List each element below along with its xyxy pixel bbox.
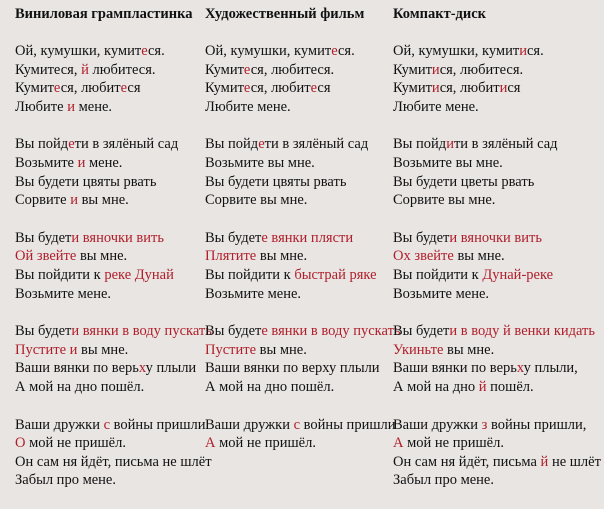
lyric-line <box>393 154 598 173</box>
stanza <box>393 229 598 303</box>
column-compact-disc <box>393 5 601 509</box>
line-text: Ой, кумушки, кумит <box>393 43 520 59</box>
line-text: Забыл про мене. <box>393 472 494 489</box>
stanza <box>15 416 212 490</box>
line-text: Ваши дружки <box>393 416 482 433</box>
lyric-line <box>393 453 601 472</box>
line-text: Сорвите вы мне. <box>205 192 308 209</box>
line-text: ся. <box>338 43 355 59</box>
stanza <box>15 135 200 209</box>
lyric-line <box>15 341 200 360</box>
lyric-line <box>393 322 598 341</box>
variant-highlight: реке Дунай <box>104 266 174 283</box>
lyric-line <box>15 416 206 435</box>
lyric-line <box>205 322 401 341</box>
line-text: Вы будет <box>15 229 72 246</box>
line-text: Он сам ня йдёт, письма не шлёт <box>15 453 212 470</box>
lyric-line <box>15 266 200 285</box>
lyric-line <box>15 98 200 117</box>
lyric-line <box>205 416 396 435</box>
variant-highlight: и <box>499 80 508 97</box>
variant-highlight: е <box>243 80 251 97</box>
lyric-line <box>205 98 390 117</box>
line-text: ся <box>317 80 331 97</box>
line-text: Ваши дружки <box>15 416 104 433</box>
line-text: войны пришли <box>300 416 396 433</box>
line-text: Кумит <box>15 80 54 97</box>
lyric-line <box>393 135 598 154</box>
lyric-line <box>393 247 598 266</box>
stanza <box>205 135 390 209</box>
stanza <box>205 42 390 116</box>
variant-highlight: и <box>519 43 527 59</box>
variant-highlight: й <box>478 378 487 395</box>
variant-highlight: и вянки в воду пускать <box>71 323 212 340</box>
line-text: ти в зялёный сад <box>264 136 369 153</box>
lyric-line <box>15 79 200 98</box>
stanza <box>15 322 212 396</box>
line-text: Вы пойд <box>205 136 259 153</box>
variant-highlight: Ой звейте <box>15 248 77 265</box>
line-text: Кумит <box>205 61 244 78</box>
line-text: Ой, кумушки, кумит <box>205 43 332 59</box>
line-text: Кумит <box>393 80 432 97</box>
line-text: мой не пришёл. <box>25 435 126 452</box>
column-feature-film <box>205 5 401 472</box>
line-text: Кумитеся, <box>15 61 82 78</box>
lyric-line <box>205 61 390 80</box>
lyric-line <box>15 61 200 80</box>
line-text: ся, любит <box>250 80 311 97</box>
line-text: у плыли <box>145 360 197 377</box>
line-text: А мой на дно пошёл. <box>15 378 145 395</box>
line-text: пошёл. <box>486 378 534 395</box>
line-text: Вы будети цветы рвать <box>393 173 535 190</box>
column-vinyl-record <box>15 5 212 509</box>
line-text: А мой на дно <box>393 378 479 395</box>
line-text: Вы пойд <box>393 136 447 153</box>
line-text: Возьмите мене. <box>393 285 490 302</box>
line-text: мене. <box>74 98 113 115</box>
line-text: Вы пойдити к <box>205 266 295 283</box>
lyric-line <box>15 247 200 266</box>
variant-highlight: е <box>331 43 338 59</box>
lyric-line <box>15 42 200 61</box>
variant-highlight: х <box>516 360 524 377</box>
line-text: вы мне. <box>453 248 505 265</box>
line-text: Забыл про мене. <box>15 472 116 489</box>
lyric-line <box>205 229 390 248</box>
line-text: вы мне. <box>77 192 129 209</box>
line-text: Вы пойдити к <box>393 266 483 283</box>
variant-highlight: А <box>393 435 404 452</box>
line-text: Возьмите вы мне. <box>393 154 503 171</box>
variant-highlight: и вяночки вить <box>449 229 542 246</box>
line-text: Любите <box>15 98 68 115</box>
variant-highlight: Пустите и <box>15 341 78 358</box>
variant-highlight: и <box>431 80 440 97</box>
line-text: Вы будет <box>15 323 72 340</box>
lyric-line <box>393 98 598 117</box>
variant-highlight: с <box>293 416 301 433</box>
variant-highlight: й <box>540 453 549 470</box>
line-text: не шлёт <box>548 453 601 470</box>
line-text: вы мне. <box>256 341 307 358</box>
variant-highlight: с <box>103 416 111 433</box>
variant-highlight: е <box>310 80 318 97</box>
variant-highlight: Укиньте <box>393 341 444 358</box>
variant-highlight: А <box>205 435 216 452</box>
line-text: войны пришли <box>110 416 206 433</box>
lyric-line <box>15 154 200 173</box>
lyric-line <box>205 378 390 397</box>
variant-highlight: и вяночки вить <box>71 229 164 246</box>
line-text: ся <box>127 80 141 97</box>
variant-highlight: быстрай ряке <box>294 266 377 283</box>
line-text: вы мне. <box>77 341 129 358</box>
line-text: Вы пойд <box>15 136 69 153</box>
lyric-line <box>15 229 200 248</box>
line-text: Вы пойдити к <box>15 266 105 283</box>
lyric-line <box>205 285 390 304</box>
stanza <box>205 416 396 453</box>
lyric-line <box>15 135 200 154</box>
line-text: Он сам ня йдёт, письма <box>393 453 541 470</box>
lyric-line <box>205 247 390 266</box>
line-text: Кумит <box>205 80 244 97</box>
lyric-line <box>205 191 390 210</box>
lyric-line <box>393 416 598 435</box>
column-title: Виниловая грампластинка <box>15 6 193 22</box>
stanza <box>393 322 598 396</box>
lyric-line <box>205 154 390 173</box>
lyric-line <box>393 173 598 192</box>
line-text: Сорвите вы мне. <box>393 192 496 209</box>
line-text: ся, любит <box>60 80 121 97</box>
line-text: Возьмите вы мне. <box>205 154 315 171</box>
lyric-line <box>393 79 598 98</box>
lyric-line <box>15 322 212 341</box>
stanza <box>15 229 200 303</box>
lyric-line <box>205 434 390 453</box>
stanza <box>393 135 598 209</box>
line-text: вы мне. <box>76 248 128 265</box>
variant-highlight: х <box>138 360 146 377</box>
variant-highlight: и <box>77 154 86 171</box>
lyric-line <box>393 42 598 61</box>
line-text: Возьмите <box>15 154 78 171</box>
line-text: вы мне. <box>256 248 308 265</box>
line-text: Любите мене. <box>393 98 479 115</box>
line-text: Любите мене. <box>205 98 291 115</box>
line-text: Возьмите мене. <box>15 285 112 302</box>
stanza <box>205 229 390 303</box>
lyric-line <box>15 173 200 192</box>
lyric-line <box>15 285 200 304</box>
line-text: Ваши вянки по верху плыли <box>205 360 380 377</box>
line-text: ся, любит <box>439 80 500 97</box>
variant-highlight: е <box>120 80 128 97</box>
lyric-line <box>393 285 598 304</box>
line-text: мой не пришёл. <box>215 435 316 452</box>
lyric-line <box>15 359 200 378</box>
line-text: Ваши дружки <box>205 416 294 433</box>
variant-highlight: Пустите <box>205 341 257 358</box>
stanza <box>393 416 601 490</box>
line-text: ся, любитеся. <box>439 61 524 78</box>
lyric-line <box>393 266 598 285</box>
line-text: ти в зялёный сад <box>453 136 558 153</box>
line-text: у плыли, <box>523 360 578 377</box>
lyric-line <box>393 359 598 378</box>
line-text: Ваши вянки по верь <box>15 360 139 377</box>
variant-highlight: и <box>70 192 78 209</box>
column-title: Художественный фильм <box>205 6 365 22</box>
line-text: мене. <box>85 154 123 171</box>
variant-highlight: и <box>431 61 440 78</box>
variant-highlight: и <box>67 98 75 115</box>
line-text: вы мне. <box>443 341 495 358</box>
variant-highlight: Дунай-реке <box>482 266 554 283</box>
lyric-line <box>205 42 390 61</box>
variant-highlight: й <box>81 61 89 78</box>
variant-highlight: е вянки плясти <box>261 229 354 246</box>
line-text: ся. <box>526 43 544 59</box>
variant-highlight: е <box>68 136 75 153</box>
line-text: Вы будет <box>205 229 262 246</box>
lyric-line <box>205 266 390 285</box>
lyric-line <box>15 191 200 210</box>
line-text: Вы будети цвяты рвать <box>15 173 157 190</box>
lyric-line <box>205 135 390 154</box>
variant-highlight: Плятите <box>205 248 257 265</box>
line-text: Вы будет <box>393 229 450 246</box>
lyric-line <box>393 229 598 248</box>
line-text: Возьмите мене. <box>205 285 302 302</box>
column-title: Компакт-диск <box>393 6 487 22</box>
lyric-line <box>393 341 598 360</box>
lyric-line <box>205 79 390 98</box>
stanza <box>15 42 200 116</box>
line-text: Вы будет <box>205 323 262 340</box>
variant-highlight: з <box>481 416 488 433</box>
variant-highlight: е <box>141 43 148 59</box>
line-text: Кумит <box>393 61 432 78</box>
line-text: ся <box>507 80 521 97</box>
lyric-line <box>393 471 598 490</box>
variant-highlight: О <box>15 435 26 452</box>
line-text: Ой, кумушки, кумит <box>15 43 142 59</box>
variant-highlight: е <box>258 136 265 153</box>
line-text: мой не пришёл. <box>403 435 504 452</box>
lyric-line <box>15 434 200 453</box>
stanza <box>393 42 598 116</box>
line-text: войны пришли, <box>487 416 587 433</box>
line-text: А мой на дно пошёл. <box>205 378 335 395</box>
line-text: Вы будети цвяты рвать <box>205 173 347 190</box>
line-text: ся. <box>148 43 165 59</box>
lyric-line <box>15 471 200 490</box>
lyric-line <box>205 359 390 378</box>
line-text: любитеся. <box>88 61 156 78</box>
lyric-line <box>393 61 598 80</box>
line-text: ти в зялёный сад <box>74 136 179 153</box>
line-text: Ваши вянки по верь <box>393 360 517 377</box>
lyric-line <box>393 191 598 210</box>
lyric-line <box>15 378 200 397</box>
lyric-line <box>393 434 598 453</box>
variant-highlight: и в воду й венки кидать <box>449 323 596 340</box>
line-text: Вы будет <box>393 323 450 340</box>
variant-highlight: и <box>446 136 454 153</box>
lyric-line <box>15 453 212 472</box>
variant-highlight: Ох звейте <box>393 248 454 265</box>
variant-highlight: е <box>243 61 251 78</box>
lyric-line <box>205 173 390 192</box>
stanza <box>205 322 401 396</box>
variant-highlight: е вянки в воду пускать <box>261 323 401 340</box>
lyric-line <box>393 378 598 397</box>
lyric-line <box>205 341 390 360</box>
line-text: ся, любитеся. <box>250 61 335 78</box>
line-text: Сорвите <box>15 192 71 209</box>
variant-highlight: е <box>53 80 61 97</box>
